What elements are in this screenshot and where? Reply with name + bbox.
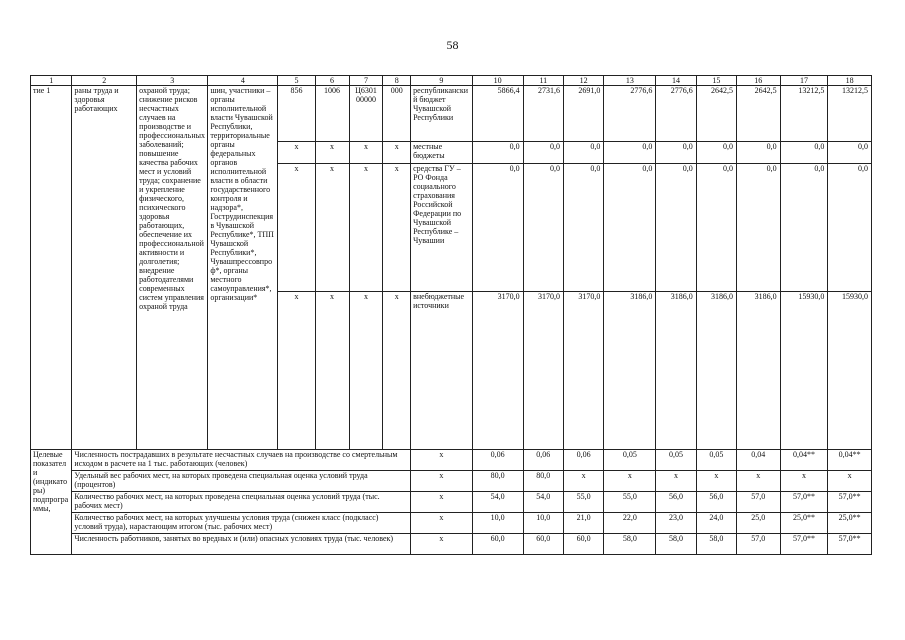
indicator-value: x [563, 471, 603, 492]
page-number: 58 [446, 38, 459, 52]
header-cell: 17 [780, 76, 828, 86]
code-cell: x [278, 292, 315, 450]
value-cell: 0,0 [737, 164, 781, 292]
value-cell: 0,0 [780, 142, 828, 164]
indicator-value: x [780, 471, 828, 492]
value-cell: 3186,0 [604, 292, 656, 450]
code-cell: 1006 [315, 86, 349, 142]
code-cell: x [278, 142, 315, 164]
value-cell: 0,0 [656, 164, 696, 292]
value-cell: 3170,0 [472, 292, 523, 450]
value-cell: 0,0 [472, 164, 523, 292]
value-cell: 3170,0 [563, 292, 603, 450]
indicator-value: x [604, 471, 656, 492]
indicator-value: 10,0 [472, 513, 523, 534]
value-cell: 2731,6 [523, 86, 563, 142]
funding-source: республиканский бюджет Чувашской Республики [411, 86, 473, 142]
header-cell: 15 [696, 76, 736, 86]
budget-row [31, 86, 872, 142]
value-cell: 0,0 [472, 142, 523, 164]
code-cell: x [349, 292, 383, 450]
indicator-value: 80,0 [472, 471, 523, 492]
indicator-value: 0,04** [828, 450, 872, 471]
indicator-value: 23,0 [656, 513, 696, 534]
indicator-value: 54,0 [523, 492, 563, 513]
indicator-value: 0,05 [656, 450, 696, 471]
value-cell: 0,0 [656, 142, 696, 164]
header-row [31, 76, 872, 86]
indicator-value: x [737, 471, 781, 492]
indicator-col9: x [411, 471, 473, 492]
indicator-value: x [828, 471, 872, 492]
header-cell: 16 [737, 76, 781, 86]
indicator-value: 55,0 [604, 492, 656, 513]
indicator-value: 0,06 [472, 450, 523, 471]
value-cell: 15930,0 [780, 292, 828, 450]
value-cell: 0,0 [696, 164, 736, 292]
indicator-value: 56,0 [656, 492, 696, 513]
value-cell: 13212,5 [780, 86, 828, 142]
value-cell: 2691,0 [563, 86, 603, 142]
indicator-value: 25,0 [737, 513, 781, 534]
indicator-value: 0,05 [604, 450, 656, 471]
indicator-row [31, 513, 872, 534]
cell-c1: тие 1 [31, 86, 72, 450]
indicator-value: 60,0 [472, 534, 523, 555]
header-cell: 5 [278, 76, 315, 86]
code-cell: 856 [278, 86, 315, 142]
indicator-value: x [696, 471, 736, 492]
code-cell: x [383, 292, 411, 450]
value-cell: 2642,5 [696, 86, 736, 142]
indicator-value: 57,0 [737, 534, 781, 555]
indicator-col9: x [411, 450, 473, 471]
code-cell: x [315, 164, 349, 292]
indicator-value: 58,0 [604, 534, 656, 555]
funding-source: внебюджетные источники [411, 292, 473, 450]
funding-source: местные бюджеты [411, 142, 473, 164]
header-cell: 12 [563, 76, 603, 86]
value-cell: 0,0 [696, 142, 736, 164]
indicator-col9: x [411, 492, 473, 513]
header-cell: 6 [315, 76, 349, 86]
indicator-value: 60,0 [563, 534, 603, 555]
value-cell: 0,0 [563, 164, 603, 292]
indicator-value: 25,0** [780, 513, 828, 534]
funding-source: средства ГУ – РО Фонда социального страхования Российской Федерации по Чувашской Республике – Чувашии [411, 164, 473, 292]
value-cell: 3186,0 [656, 292, 696, 450]
code-cell: x [349, 142, 383, 164]
indicator-label: Целевые показатели (индикаторы) подпрограммы, [31, 450, 72, 555]
indicator-row [31, 492, 872, 513]
cell-c4: шин, участники – органы исполнительной власти Чувашской Республики, территориальные органы федеральных органов исполнительной власти в области государственного контроля и надзора*, Гострудинспекция в Чувашской Республике*, ТПП Чувашской Республики*, Чувашпрессовпроф*, органы местного самоуправления*, организации* [208, 86, 278, 450]
code-cell: x [349, 164, 383, 292]
value-cell: 0,0 [563, 142, 603, 164]
indicator-col9: x [411, 513, 473, 534]
indicator-value: 55,0 [563, 492, 603, 513]
value-cell: 0,0 [604, 164, 656, 292]
indicator-value: 0,04 [737, 450, 781, 471]
header-cell: 18 [828, 76, 872, 86]
indicator-row [31, 471, 872, 492]
indicator-value: 57,0** [828, 534, 872, 555]
header-cell: 11 [523, 76, 563, 86]
header-cell: 13 [604, 76, 656, 86]
indicator-row [31, 534, 872, 555]
indicator-value: 58,0 [696, 534, 736, 555]
indicator-value: x [656, 471, 696, 492]
header-cell: 2 [72, 76, 137, 86]
indicator-value: 24,0 [696, 513, 736, 534]
indicator-value: 58,0 [656, 534, 696, 555]
indicator-value: 21,0 [563, 513, 603, 534]
value-cell: 2776,6 [604, 86, 656, 142]
value-cell: 0,0 [604, 142, 656, 164]
indicator-value: 0,06 [563, 450, 603, 471]
indicator-text: Количество рабочих мест, на которых проведена специальная оценка условий труда (тыс. рабочих мест) [72, 492, 411, 513]
indicator-value: 57,0** [780, 492, 828, 513]
header-cell: 4 [208, 76, 278, 86]
header-cell: 3 [137, 76, 208, 86]
code-cell: x [383, 164, 411, 292]
header-cell: 14 [656, 76, 696, 86]
code-cell: x [315, 142, 349, 164]
cell-c2: раны труда и здоровья работающих [72, 86, 137, 450]
indicator-value: 25,0** [828, 513, 872, 534]
value-cell: 3170,0 [523, 292, 563, 450]
value-cell: 3186,0 [696, 292, 736, 450]
indicator-value: 0,06 [523, 450, 563, 471]
indicator-value: 22,0 [604, 513, 656, 534]
value-cell: 13212,5 [828, 86, 872, 142]
indicator-value: 57,0** [828, 492, 872, 513]
indicator-text: Численность работников, занятых во вредных и (или) опасных условиях труда (тыс. человек) [72, 534, 411, 555]
header-cell: 7 [349, 76, 383, 86]
value-cell: 0,0 [523, 164, 563, 292]
program-table [30, 75, 872, 555]
code-cell: x [383, 142, 411, 164]
header-cell: 8 [383, 76, 411, 86]
indicator-value: 0,05 [696, 450, 736, 471]
indicator-col9: x [411, 534, 473, 555]
indicator-value: 57,0** [780, 534, 828, 555]
indicator-value: 56,0 [696, 492, 736, 513]
value-cell: 3186,0 [737, 292, 781, 450]
code-cell: 000 [383, 86, 411, 142]
header-cell: 10 [472, 76, 523, 86]
indicator-value: 54,0 [472, 492, 523, 513]
indicator-text: Удельный вес рабочих мест, на которых проведена специальная оценка условий труда (процентов) [72, 471, 411, 492]
value-cell: 15930,0 [828, 292, 872, 450]
indicator-value: 0,04** [780, 450, 828, 471]
header-cell: 1 [31, 76, 72, 86]
code-cell: x [315, 292, 349, 450]
indicator-value: 10,0 [523, 513, 563, 534]
code-cell: x [278, 164, 315, 292]
indicator-value: 60,0 [523, 534, 563, 555]
indicator-text: Количество рабочих мест, на которых улучшены условия труда (снижен класс (подкласс) условий труда), нарастающим итогом (тыс. рабочих мест) [72, 513, 411, 534]
value-cell: 0,0 [737, 142, 781, 164]
code-cell: Ц6301 00000 [349, 86, 383, 142]
cell-c3: охраной труда; снижение рисков несчастных случаев на производстве и профессиональных заболеваний; повышение качества рабочих мест и условий труда; сохранение и укрепление физического, психического здоровья работающих, обеспечение их профессиональной активности и долголетия; внедрение работодателями современных систем управления охраной труда [137, 86, 208, 450]
indicator-text: Численность пострадавших в результате несчастных случаев на производстве со смертельным исходом в расчете на 1 тыс. работающих (человек) [72, 450, 411, 471]
indicator-row [31, 450, 872, 471]
value-cell: 0,0 [828, 142, 872, 164]
value-cell: 2642,5 [737, 86, 781, 142]
value-cell: 2776,6 [656, 86, 696, 142]
value-cell: 0,0 [780, 164, 828, 292]
indicator-value: 57,0 [737, 492, 781, 513]
value-cell: 0,0 [828, 164, 872, 292]
value-cell: 0,0 [523, 142, 563, 164]
header-cell: 9 [411, 76, 473, 86]
value-cell: 5866,4 [472, 86, 523, 142]
indicator-value: 80,0 [523, 471, 563, 492]
